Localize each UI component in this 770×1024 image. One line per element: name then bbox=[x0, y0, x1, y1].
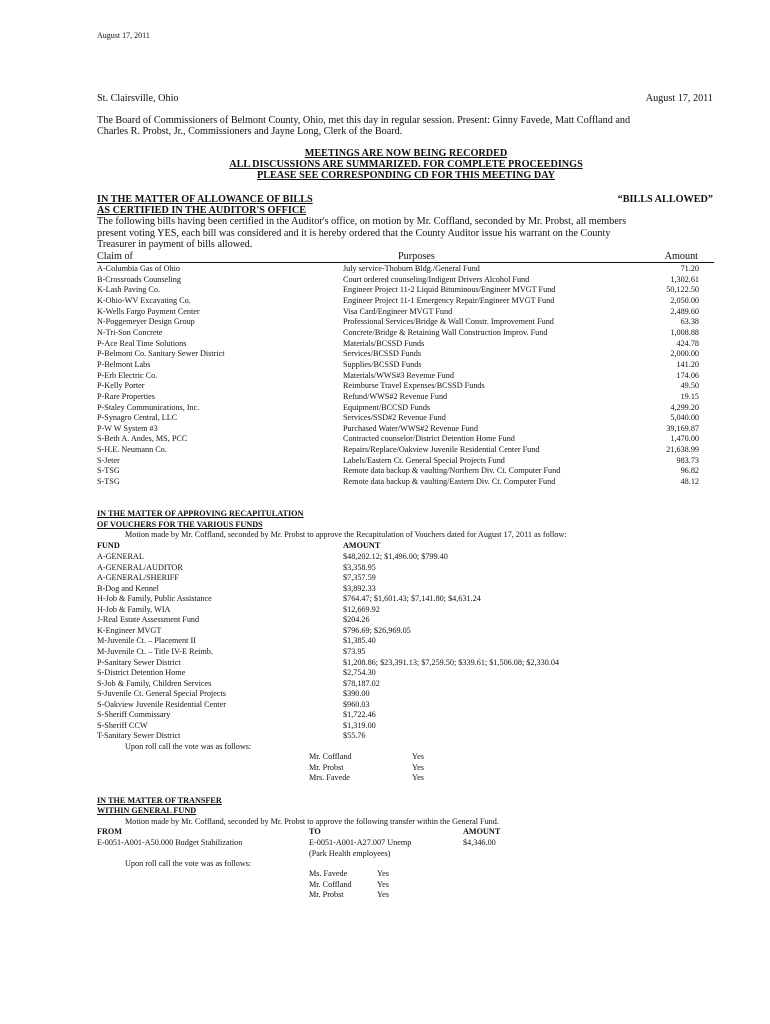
bill-claim: P-Belmont Labs bbox=[97, 359, 151, 369]
bill-amount: 63.38 bbox=[680, 317, 699, 327]
bill-purpose: Equipment/BCCSD Funds bbox=[343, 402, 431, 412]
bill-amount: 141.20 bbox=[676, 359, 699, 369]
bill-purpose: Refund/WWS#2 Revenue Fund bbox=[343, 391, 448, 401]
page-header-date: August 17, 2011 bbox=[97, 31, 150, 40]
recap-col-fund: FUND bbox=[97, 541, 120, 550]
transfer-to: E-0051-A001-A27.007 Unemp bbox=[309, 838, 412, 847]
bills-body-1: The following bills having been certified in the Auditor's office, on motion by Mr. Coffland, seconded by Mr. Probst, all members bbox=[97, 216, 627, 227]
bill-claim: K-Lash Paving Co. bbox=[97, 285, 160, 295]
bill-amount: 2,050.00 bbox=[670, 295, 699, 305]
voter-name: Mrs. Favede bbox=[309, 773, 350, 783]
bill-claim: P-Erb Electric Co. bbox=[97, 370, 158, 380]
recap-fund: S-Sheriff CCW bbox=[97, 720, 148, 730]
bills-heading-1: IN THE MATTER OF ALLOWANCE OF BILLS bbox=[97, 194, 313, 205]
vote-value: Yes bbox=[377, 890, 389, 900]
bill-amount: 39,169.87 bbox=[666, 423, 699, 433]
bill-claim: S-H.E. Neumann Co. bbox=[97, 445, 167, 455]
notice-line-2: ALL DISCUSSIONS ARE SUMMARIZED. FOR COMPLETE PROCEEDINGS bbox=[229, 159, 583, 170]
bill-amount: 5,040.00 bbox=[670, 413, 699, 423]
bill-amount: 4,299.20 bbox=[670, 402, 699, 412]
transfer-col-amount: AMOUNT bbox=[463, 827, 501, 836]
transfer-vote-intro: Upon roll call the vote was as follows: bbox=[125, 859, 252, 868]
recap-amount: $390.00 bbox=[343, 689, 370, 699]
bill-purpose: Engineer Project 11-2 Liquid Bituminous/Engineer MVGT Fund bbox=[343, 285, 556, 295]
bill-purpose: Services/SSD#2 Revenue Fund bbox=[343, 413, 446, 423]
vote-value: Yes bbox=[412, 773, 424, 783]
transfer-heading-2: WITHIN GENERAL FUND bbox=[97, 806, 197, 815]
vote-value: Yes bbox=[377, 879, 389, 889]
bill-claim: K-Wells Fargo Payment Center bbox=[97, 306, 200, 316]
recap-amount: $55.76 bbox=[343, 731, 366, 741]
recap-fund: A-GENERAL/SHERIFF bbox=[97, 573, 179, 583]
transfer-from: E-0051-A001-A50.000 Budget Stabilization bbox=[97, 838, 243, 847]
recap-fund: H-Job & Family, Public Assistance bbox=[97, 594, 212, 604]
bill-claim: N-Tri-Son Concrete bbox=[97, 327, 163, 337]
bill-amount: 96.82 bbox=[680, 466, 699, 476]
bill-purpose: Contracted counselor/District Detention Home Fund bbox=[343, 434, 515, 444]
bill-purpose: Materials/WWS#3 Revenue Fund bbox=[343, 370, 454, 380]
transfer-col-from: FROM bbox=[97, 827, 123, 836]
bill-claim: S-TSG bbox=[97, 477, 120, 486]
recap-heading-2: OF VOUCHERS FOR THE VARIOUS FUNDS bbox=[97, 520, 263, 529]
recap-col-amount: AMOUNT bbox=[343, 541, 381, 550]
bills-body-3: Treasurer in payment of bills allowed. bbox=[97, 239, 253, 250]
bill-claim: A-Columbia Gas of Ohio bbox=[97, 264, 181, 273]
transfer-col-to: TO bbox=[309, 827, 321, 836]
recap-fund: S-District Detention Home bbox=[97, 668, 186, 677]
recap-fund: S-Job & Family, Children Services bbox=[97, 678, 212, 688]
bill-amount: 71.20 bbox=[680, 264, 699, 273]
bill-purpose: Reimburse Travel Expenses/BCSSD Funds bbox=[343, 381, 485, 391]
recap-amount: $1,722.46 bbox=[343, 710, 376, 720]
bill-amount: 2,000.00 bbox=[670, 349, 699, 359]
recap-fund: T-Sanitary Sewer District bbox=[97, 731, 181, 741]
bill-claim: P-Staley Communications, Inc. bbox=[97, 402, 200, 412]
vote-value: Yes bbox=[377, 869, 389, 878]
bill-purpose: Materials/BCSSD Funds bbox=[343, 338, 425, 348]
bill-claim: P-Synagro Central, LLC bbox=[97, 413, 178, 423]
bill-purpose: Professional Services/Bridge & Wall Constr. Improvement Fund bbox=[343, 317, 554, 327]
bills-col-claim: Claim of bbox=[97, 251, 133, 262]
bills-header-rule bbox=[97, 262, 714, 263]
transfer-amount: $4,346.00 bbox=[463, 838, 496, 847]
bill-claim: S-Jeter bbox=[97, 455, 120, 465]
transfer-heading-1: IN THE MATTER OF TRANSFER bbox=[97, 796, 222, 805]
voter-name: Mr. Coffland bbox=[309, 879, 352, 889]
bill-purpose: Court ordered counseling/Indigent Drivers Alcohol Fund bbox=[343, 274, 530, 284]
meeting-place: St. Clairsville, Ohio bbox=[97, 93, 179, 104]
transfer-motion: Motion made by Mr. Coffland, seconded by Mr. Probst to approve the following transfer within the General Fund. bbox=[125, 817, 499, 826]
bill-amount: 19.15 bbox=[680, 391, 699, 401]
bill-amount: 50,122.50 bbox=[666, 285, 699, 295]
recap-fund: M-Juvenile Ct. – Title IV-E Reimb. bbox=[97, 647, 213, 656]
recap-amount: $204.26 bbox=[343, 615, 370, 625]
recap-fund: S-Sheriff Commissary bbox=[97, 710, 171, 720]
bill-claim: S-TSG bbox=[97, 466, 120, 476]
bill-purpose: Remote data backup & vaulting/Northern Div. Ct. Computer Fund bbox=[343, 466, 561, 476]
bill-amount: 1,008.88 bbox=[670, 327, 699, 337]
recap-fund: B-Dog and Kennel bbox=[97, 583, 159, 593]
bill-amount: 49.50 bbox=[680, 381, 699, 391]
recap-amount: $73.95 bbox=[343, 647, 366, 656]
recap-amount: $3,892.33 bbox=[343, 583, 376, 593]
recap-amount: $1,385.40 bbox=[343, 636, 376, 646]
bill-claim: P-W W System #3 bbox=[97, 423, 158, 433]
bill-claim: P-Belmont Co. Sanitary Sewer District bbox=[97, 349, 225, 359]
recap-amount: $796.69; $26,969.05 bbox=[343, 625, 411, 635]
bill-claim: S-Beth A. Andes, MS, PCC bbox=[97, 434, 188, 444]
bill-amount: 1,302.61 bbox=[670, 274, 699, 284]
recap-amount: $960.03 bbox=[343, 699, 370, 709]
bill-claim: P-Rare Properties bbox=[97, 391, 155, 401]
meeting-date: August 17, 2011 bbox=[645, 93, 713, 104]
recap-fund: A-GENERAL/AUDITOR bbox=[97, 562, 183, 572]
recap-fund: K-Engineer MVGT bbox=[97, 625, 162, 635]
recap-amount: $7,357.59 bbox=[343, 573, 376, 583]
bill-purpose: Repairs/Replace/Oakview Juvenile Residential Center Fund bbox=[343, 445, 540, 455]
bill-purpose: Engineer Project 11-1 Emergency Repair/Engineer MVGT Fund bbox=[343, 295, 555, 305]
voter-name: Mr. Coffland bbox=[309, 752, 352, 761]
bill-claim: N-Poggemeyer Design Group bbox=[97, 317, 195, 327]
recap-amount: $78,187.02 bbox=[343, 678, 380, 688]
recap-amount: $1,319.00 bbox=[343, 720, 376, 730]
bills-col-amount: Amount bbox=[664, 251, 698, 262]
vote-value: Yes bbox=[412, 752, 424, 761]
bill-amount: 1,470.00 bbox=[670, 434, 699, 444]
intro-line-1: The Board of Commissioners of Belmont County, Ohio, met this day in regular session. Present: Ginny Favede, Matt Coffland and bbox=[97, 115, 631, 126]
bills-col-purposes: Purposes bbox=[398, 251, 435, 262]
bill-claim: K-Ohio-WV Excavating Co. bbox=[97, 295, 191, 305]
bills-heading-2: AS CERTIFIED IN THE AUDITOR'S OFFICE bbox=[97, 205, 307, 216]
recap-motion: Motion made by Mr. Coffland, seconded by Mr. Probst to approve the Recapitulation of Vouchers dated for August 17, 2011 as follow: bbox=[125, 530, 567, 539]
recap-amount: $764.47; $1,601.43; $7,141.80; $4,631.24 bbox=[343, 594, 481, 604]
bill-purpose: Visa Card/Engineer MVGT Fund bbox=[343, 306, 453, 316]
bill-purpose: Services/BCSSD Funds bbox=[343, 349, 422, 359]
bill-amount: 48.12 bbox=[680, 477, 699, 486]
recap-fund: H-Job & Family, WIA bbox=[97, 604, 171, 614]
bills-allowed-tag: “BILLS ALLOWED” bbox=[617, 194, 713, 205]
bill-purpose: Purchased Water/WWS#2 Revenue Fund bbox=[343, 423, 478, 433]
recap-amount: $3,358.95 bbox=[343, 562, 376, 572]
bill-claim: P-Kelly Porter bbox=[97, 381, 145, 391]
recap-heading-1: IN THE MATTER OF APPROVING RECAPITULATION bbox=[97, 509, 304, 518]
bill-purpose: July service-Thoburn Bldg./General Fund bbox=[343, 264, 480, 273]
vote-value: Yes bbox=[412, 762, 424, 772]
bill-amount: 21,638.99 bbox=[666, 445, 699, 455]
bill-amount: 174.06 bbox=[676, 370, 699, 380]
voter-name: Mr. Probst bbox=[309, 890, 344, 900]
recap-fund: S-Juvenile Ct. General Special Projects bbox=[97, 689, 226, 699]
recap-fund: J-Real Estate Assessment Fund bbox=[97, 615, 200, 625]
bill-purpose: Labels/Eastern Ct. General Special Projects Fund bbox=[343, 455, 505, 465]
recap-fund: S-Oakview Juvenile Residential Center bbox=[97, 699, 226, 709]
recap-amount: $48,202.12; $1,496.00; $799.40 bbox=[343, 552, 448, 561]
bill-amount: 424.78 bbox=[676, 338, 699, 348]
recap-fund: P-Sanitary Sewer District bbox=[97, 657, 181, 667]
bill-purpose: Supplies/BCSSD Funds bbox=[343, 359, 422, 369]
recap-amount: $1,208.86; $23,391.13; $7,259.50; $339.61; $1,506.08; $2,330.04 bbox=[343, 657, 560, 667]
bill-amount: 2,489.60 bbox=[670, 306, 699, 316]
notice-line-1: MEETINGS ARE NOW BEING RECORDED bbox=[304, 148, 508, 159]
bill-purpose: Concrete/Bridge & Retaining Wall Construction Improv. Fund bbox=[343, 327, 548, 337]
recap-fund: M-Juvenile Ct. – Placement II bbox=[97, 636, 196, 646]
notice-line-3: PLEASE SEE CORRESPONDING CD FOR THIS MEETING DAY bbox=[256, 170, 556, 181]
recap-vote-intro: Upon roll call the vote was as follows: bbox=[125, 742, 252, 751]
recap-amount: $2,754.30 bbox=[343, 668, 376, 677]
voter-name: Ms. Favede bbox=[309, 869, 348, 878]
bill-claim: P-Ace Real Time Solutions bbox=[97, 338, 187, 348]
intro-line-2: Charles R. Probst, Jr., Commissioners and Jayne Long, Clerk of the Board. bbox=[97, 126, 403, 137]
bill-amount: 983.73 bbox=[676, 455, 699, 465]
recap-fund: A-GENERAL bbox=[97, 552, 144, 561]
voter-name: Mr. Probst bbox=[309, 762, 344, 772]
bill-purpose: Remote data backup & vaulting/Eastern Div. Ct. Computer Fund bbox=[343, 477, 556, 486]
bills-body-2: present voting YES, each bill was considered and it is hereby ordered that the County Auditor issue his warrant on the County bbox=[97, 228, 611, 239]
recap-amount: $12,669.92 bbox=[343, 604, 380, 614]
bill-claim: B-Crossroads Counseling bbox=[97, 274, 181, 284]
transfer-to-note: (Park Health employees) bbox=[309, 849, 391, 858]
